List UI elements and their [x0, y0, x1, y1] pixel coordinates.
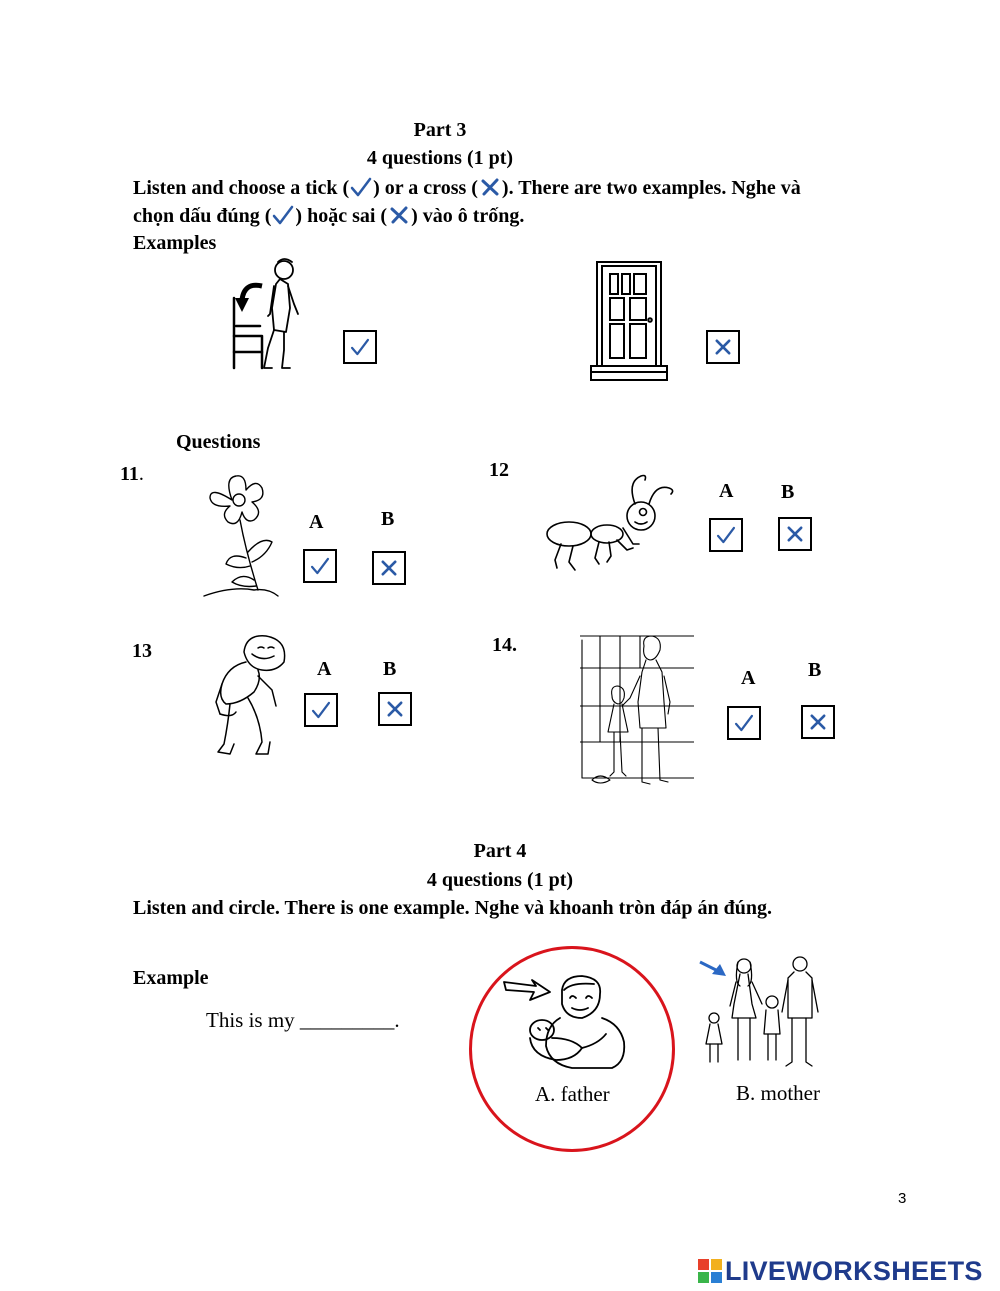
example-label: Example: [133, 967, 209, 989]
sit-down-picture: [222, 256, 304, 374]
option-b-label: B: [383, 658, 397, 680]
part4-subtitle: 4 questions (1 pt): [426, 869, 574, 891]
question-number-14: 14.: [492, 634, 517, 656]
liveworksheets-wordmark: LIVEWORKSHEETS: [725, 1255, 983, 1286]
door-picture: [590, 260, 668, 382]
flower-picture: [202, 472, 280, 600]
cross-icon: [478, 176, 502, 198]
example-sentence: This is my _________.: [206, 1008, 400, 1032]
liveworksheets-logo: [698, 1256, 983, 1286]
cross-icon: [380, 694, 410, 724]
option-b-label: B: [781, 481, 795, 503]
q14-option-a-box[interactable]: [727, 706, 761, 740]
part3-title: Part 3: [413, 119, 467, 141]
examples-label: Examples: [133, 232, 217, 254]
option-a-label: A: [719, 480, 734, 502]
question-number-dot: .: [138, 463, 144, 485]
part3-instruction-line2: [133, 204, 933, 228]
option-a-label: A: [309, 511, 324, 533]
family-picture: [698, 952, 832, 1072]
q12-option-b-box[interactable]: [778, 517, 812, 551]
ant-picture: [543, 472, 677, 576]
tick-icon: [271, 204, 295, 226]
cross-icon: [780, 519, 810, 549]
q13-option-a-box[interactable]: [304, 693, 338, 727]
q12-option-a-box[interactable]: [709, 518, 743, 552]
option-a-text[interactable]: A. father: [535, 1082, 610, 1106]
tick-icon: [349, 176, 373, 198]
tick-icon: [306, 695, 336, 725]
instruction-text: ) or a cross (: [373, 177, 478, 199]
example2-answer-box[interactable]: [706, 330, 740, 364]
question-number: 11: [120, 463, 139, 485]
instruction-text: ). There are two examples. Nghe và: [501, 177, 801, 199]
page-number: 3: [898, 1190, 907, 1207]
option-a-label: A: [741, 667, 756, 689]
part4-instruction: Listen and circle. There is one example. Nghe và khoanh tròn đáp án đúng.: [133, 897, 772, 919]
father-holding-baby-picture: [502, 972, 630, 1072]
liveworksheets-logo-icon: [698, 1259, 722, 1283]
mother-and-girl-picture: [580, 632, 694, 790]
q14-option-b-box[interactable]: [801, 705, 835, 739]
question-number-12: 12: [489, 459, 509, 481]
cross-icon: [708, 332, 738, 362]
instruction-text: chọn dấu đúng (: [133, 205, 272, 227]
cross-icon: [387, 204, 411, 226]
part3-subtitle: 4 questions (1 pt): [366, 147, 514, 169]
girl-bending-picture: [206, 632, 294, 760]
option-b-text[interactable]: B. mother: [736, 1081, 820, 1105]
q11-option-a-box[interactable]: [303, 549, 337, 583]
question-number-13: 13: [132, 640, 152, 662]
question-number-11: [120, 463, 144, 486]
cross-icon: [803, 707, 833, 737]
instruction-text: Listen and choose a tick (: [133, 177, 350, 199]
tick-icon: [345, 332, 375, 362]
option-a-label: A: [317, 658, 332, 680]
q11-option-b-box[interactable]: [372, 551, 406, 585]
tick-icon: [729, 708, 759, 738]
part4-title: Part 4: [473, 840, 527, 862]
part3-instruction-line1: [133, 176, 933, 200]
questions-label: Questions: [176, 431, 261, 453]
instruction-text: ) hoặc sai (: [295, 205, 388, 227]
tick-icon: [711, 520, 741, 550]
q13-option-b-box[interactable]: [378, 692, 412, 726]
cross-icon: [374, 553, 404, 583]
instruction-text: ) vào ô trống.: [411, 205, 525, 227]
option-b-label: B: [381, 508, 395, 530]
example1-answer-box[interactable]: [343, 330, 377, 364]
option-b-label: B: [808, 659, 822, 681]
tick-icon: [305, 551, 335, 581]
